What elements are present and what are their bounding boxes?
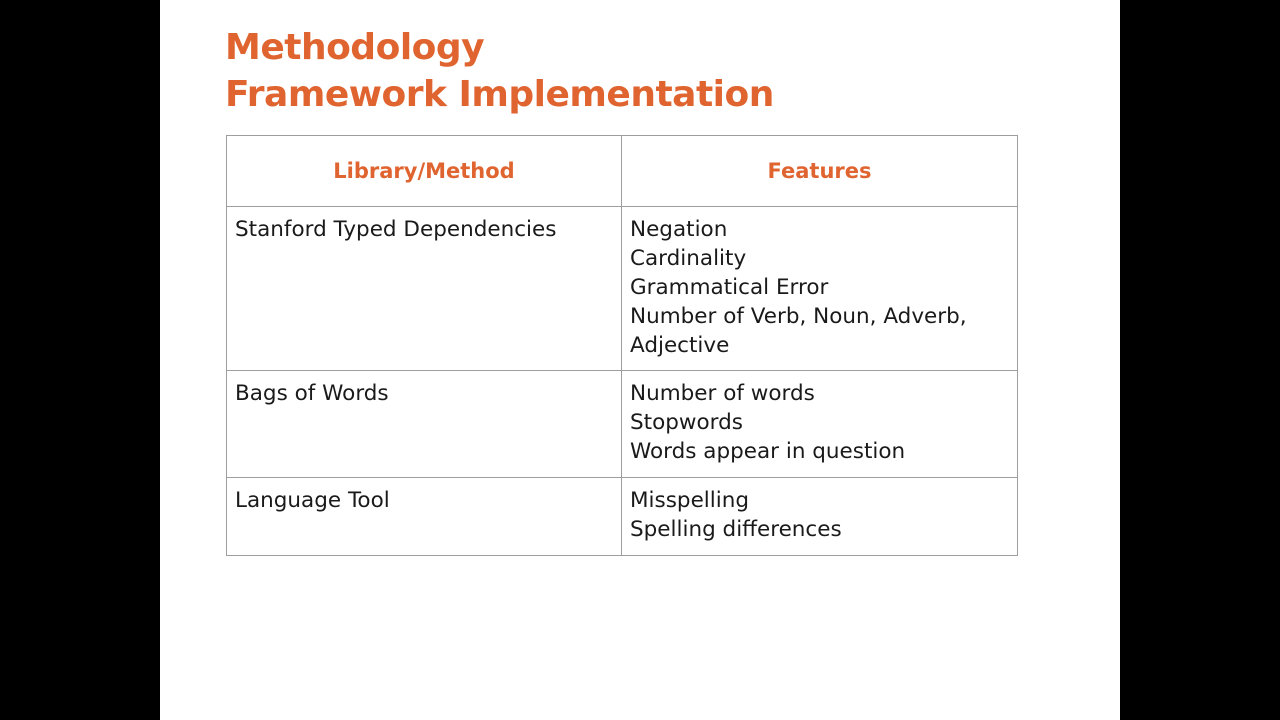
table-header-row [227,136,1018,207]
features-cell [622,207,1018,371]
table-row [227,207,1018,371]
feature-item: Cardinality [630,246,747,271]
feature-item: Words appear in question [630,439,906,464]
feature-item: Stopwords [630,410,743,435]
feature-item: Number of words [630,381,815,406]
methods-table [226,135,1018,556]
features-cell [622,371,1018,478]
features-cell [622,478,1018,556]
feature-item: Number of Verb, Noun, Adverb, [630,304,967,329]
table-row [227,478,1018,556]
slide-title-line-1: Methodology [225,27,485,68]
slide-title [225,24,774,118]
feature-item: Grammatical Error [630,275,829,300]
header-library-method: Library/Method [227,136,622,207]
feature-item: Adjective [630,333,730,358]
header-features: Features [622,136,1018,207]
feature-item: Spelling differences [630,517,842,542]
slide-title-line-2: Framework Implementation [225,74,774,115]
method-cell: Bags of Words [227,371,622,478]
method-cell: Stanford Typed Dependencies [227,207,622,371]
feature-item: Misspelling [630,488,749,513]
feature-item: Negation [630,217,728,242]
slide [160,0,1120,720]
table-row [227,371,1018,478]
method-cell: Language Tool [227,478,622,556]
